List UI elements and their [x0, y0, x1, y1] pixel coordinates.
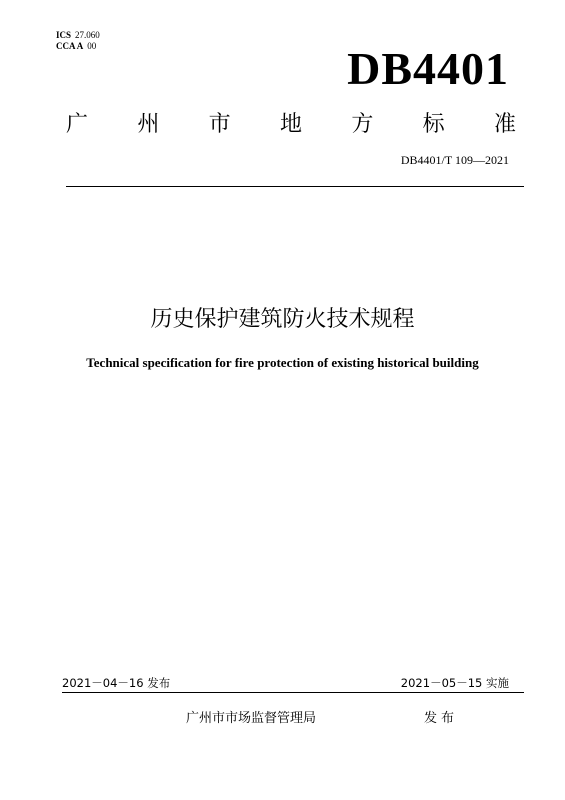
- cca-line: [56, 41, 100, 52]
- standard-number: DB4401/T 109—2021: [400, 153, 509, 167]
- standard-type-char: 州: [137, 112, 160, 137]
- publisher: 广州市市场监督管理局: [186, 711, 317, 726]
- publish-label: 发布: [424, 711, 459, 726]
- document-title-en: Technical specification for fire protection of existing historical building: [86, 355, 479, 370]
- document-title-cn: 历史保护建筑防火技术规程: [150, 307, 415, 332]
- standard-type-char: 市: [208, 112, 231, 137]
- standard-type-char: 广: [66, 112, 89, 137]
- standard-type-char: 标: [422, 112, 445, 137]
- standard-type-char: 地: [279, 112, 302, 137]
- standard-type-title: [66, 112, 516, 138]
- cca-value: 00: [87, 41, 97, 51]
- ics-value: 27.060: [75, 30, 100, 40]
- standard-type-char: 准: [493, 112, 516, 137]
- ics-line: [56, 30, 100, 41]
- ics-label: ICS: [56, 30, 72, 40]
- standard-code: DB4401: [347, 43, 509, 94]
- top-divider: [66, 186, 524, 187]
- classification-block: [56, 30, 100, 52]
- cca-label: CCA A: [56, 41, 84, 51]
- standard-type-char: 方: [351, 112, 374, 137]
- bottom-divider: [62, 692, 524, 693]
- issue-date: 2021－04－16 发布: [62, 676, 171, 690]
- implement-date: 2021－05－15 实施: [400, 676, 509, 690]
